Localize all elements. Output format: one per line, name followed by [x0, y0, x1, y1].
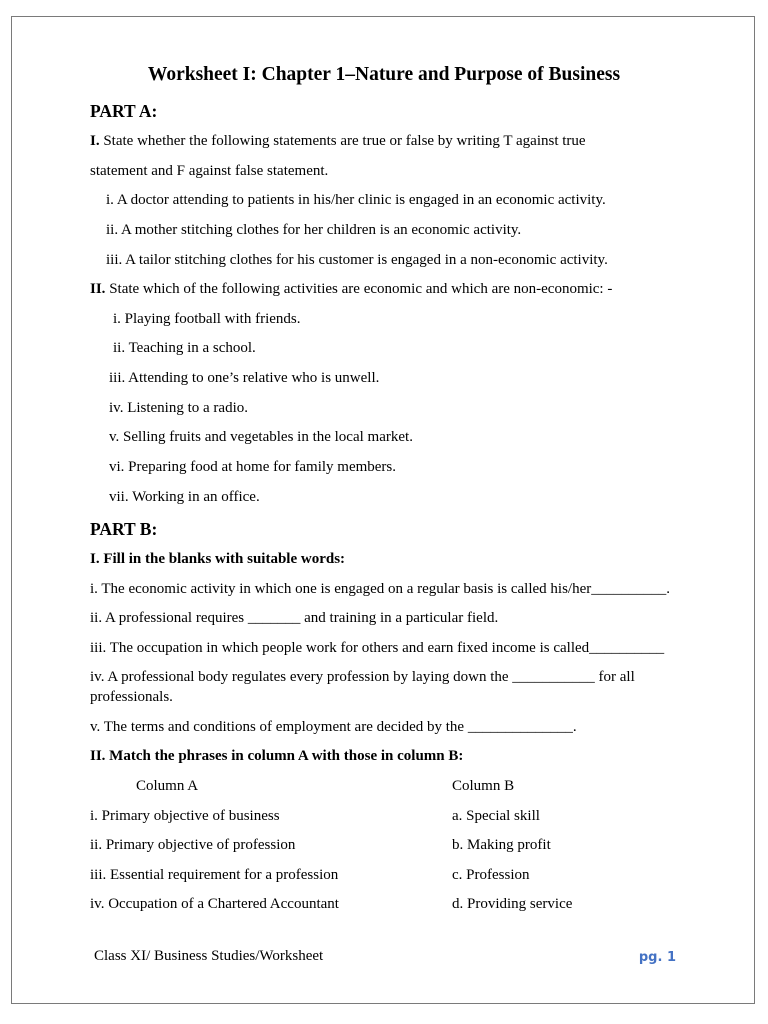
fill-blank-item-line2: professionals. [90, 689, 173, 705]
part-a-q1-item: ii. A mother stitching clothes for her children is an economic activity. [106, 222, 522, 238]
part-a-q2-item: i. Playing football with friends. [113, 311, 301, 327]
column-b-item: c. Profession [452, 867, 530, 883]
part-b-q2-heading: II. Match the phrases in column A with those in column B: [90, 748, 464, 764]
column-a-item: iii. Essential requirement for a profession [90, 867, 339, 883]
part-a-q1-item: i. A doctor attending to patients in his/her clinic is engaged in an economic activity. [106, 192, 606, 208]
column-b-item: b. Making profit [452, 837, 551, 853]
part-a-q2-item: ii. Teaching in a school. [113, 340, 256, 356]
column-b-item: a. Special skill [452, 808, 540, 824]
part-a-q2-item: v. Selling fruits and vegetables in the local market. [109, 429, 413, 445]
worksheet-title: Worksheet I: Chapter 1–Nature and Purpose of Business [147, 64, 621, 85]
fill-blank-item-line1: iv. A professional body regulates every profession by laying down the ___________ for all [90, 669, 635, 685]
column-a-item: i. Primary objective of business [90, 808, 280, 824]
part-a-q2-text: State which of the following activities are economic and which are non-economic: - [109, 281, 613, 297]
part-a-q1-item: iii. A tailor stitching clothes for his customer is engaged in a non-economic activity. [106, 252, 608, 268]
column-a-item: iv. Occupation of a Chartered Accountant [90, 896, 339, 912]
column-a-header: Column A [136, 778, 199, 794]
part-b-heading: PART B: [90, 519, 158, 539]
part-a-q2-item: vi. Preparing food at home for family members. [109, 459, 397, 475]
fill-blank-item: iii. The occupation in which people work for others and earn fixed income is called__________ [90, 640, 665, 656]
part-a-q1-number: I. [90, 133, 100, 149]
column-a-item: ii. Primary objective of profession [90, 837, 296, 853]
part-a-q2-item: iv. Listening to a radio. [109, 400, 248, 416]
footer-class-label: Class XI/ Business Studies/Worksheet [94, 948, 324, 964]
part-a-heading: PART A: [90, 101, 158, 121]
fill-blank-item: ii. A professional requires _______ and training in a particular field. [90, 610, 499, 626]
part-a-q2-item: iii. Attending to one’s relative who is unwell. [109, 370, 380, 386]
part-a-q1-text: State whether the following statements are true or false by writing T against true [103, 133, 586, 149]
part-a-q2-text-line [90, 281, 612, 298]
part-a-q2-number: II. [90, 281, 106, 297]
column-b-header: Column B [452, 778, 515, 794]
part-a-q2-item: vii. Working in an office. [109, 489, 260, 505]
fill-blank-item: i. The economic activity in which one is engaged on a regular basis is called his/her__________. [90, 581, 670, 597]
column-b-item: d. Providing service [452, 896, 573, 912]
fill-blank-item: v. The terms and conditions of employment are decided by the ______________. [90, 719, 577, 735]
part-b-q1-heading: I. Fill in the blanks with suitable words: [90, 551, 346, 567]
part-a-q1-text-line2: statement and F against false statement. [90, 163, 329, 179]
part-a-q1-text-line1 [90, 133, 586, 150]
page-number: pg. 1 [638, 950, 676, 965]
